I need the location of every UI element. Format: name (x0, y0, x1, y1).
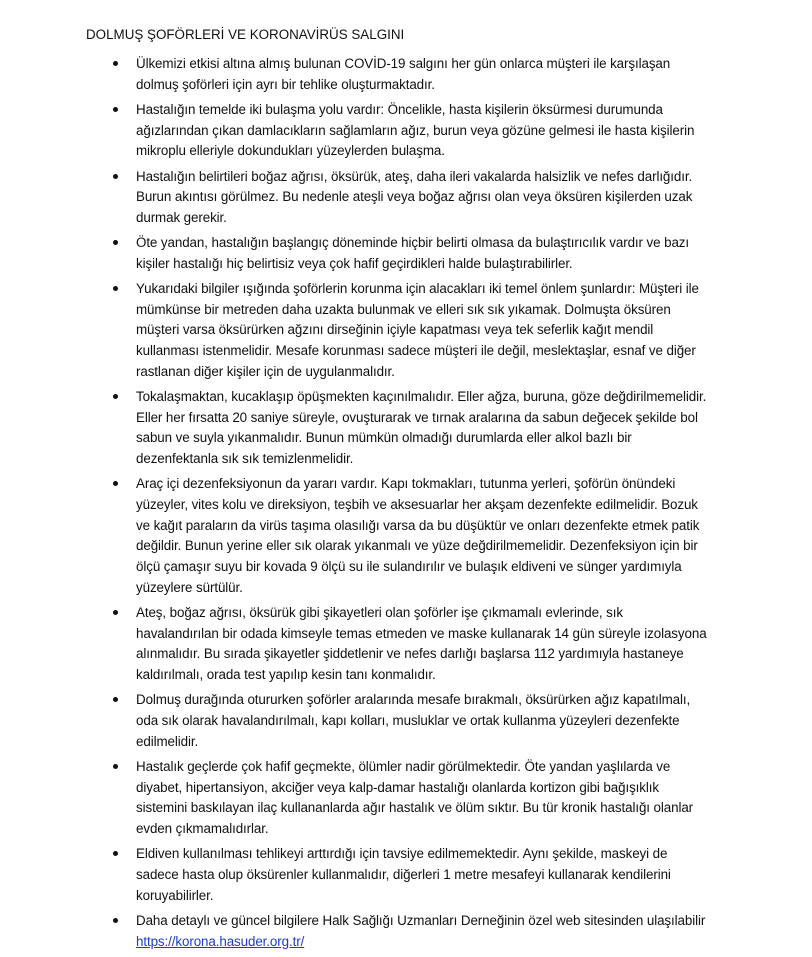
bullet-text: Tokalaşmaktan, kucaklaşıp öpüşmekten kaçınılmalıdır. Eller ağza, buruna, göze değdirilmemelidir. Eller her fırsatta 20 saniye süreyle, ovuşturarak ve tırnak aralarına da sabun değecek şekilde bol sabun ve suyla yıkanmalıdır. Bunun mümkün olmadığı durumlarda eller alkol bazlı bir dezenfektanla sık sık temizlenmelidir. (136, 389, 707, 467)
list-item (0, 100, 812, 162)
bullet-list (0, 54, 812, 957)
bullet-text: Dolmuş durağında otururken şoförler aralarında mesafe bırakmalı, öksürürken ağız kapatılmalı, oda sık olarak havalandırılmalı, kapı kolları, musluklar ve ortak kullanma yüzeyleri dezenfekte edilmelidir. (136, 692, 691, 749)
list-item (0, 54, 812, 95)
bullet-text-with-link (136, 911, 708, 952)
bullet-text: Yukarıdaki bilgiler ışığında şoförlerin korunma için alacakları iki temel önlem şunlardır: Müşteri ile mümkünse bir metreden daha uzakta bulunmak ve elleri sık sık yıkamak. Dolmuşta öksüren müşteri varsa öksürürken ağzını dirseğinin içiyle kapatması veya tek seferlik kağıt mendil kullanması istenmelidir. Mesafe korunması sadece müşteri ile değil, meslektaşlar, esnaf ve diğer rastlanan diğer kişiler için de uygulanmalıdır. (136, 281, 699, 379)
bullet-text: Ateş, boğaz ağrısı, öksürük gibi şikayetleri olan şoförler işe çıkmamalı evlerinde, sık havalandırılan bir odada kimseyle temas etmeden ve maske kullanarak 14 gün süreyle izolasyona alınmalıdır. Bu sırada şikayetler şiddetlenir ve nefes darlığı başlarsa 112 yardımıyla hastaneye kaldırılmalı, orada test yapılıp kesin tanı konmalıdır. (136, 605, 707, 683)
list-item (0, 279, 812, 383)
list-item (0, 911, 812, 952)
bullet-icon (113, 697, 118, 702)
bullet-text: Ülkemizi etkisi altına almış bulunan COVİD-19 salgını her gün onlarca müşteri ile karşılaşan dolmuş şoförleri için ayrı bir tehlike oluşturmaktadır. (136, 56, 671, 92)
bullet-text: Hastalığın temelde iki bulaşma yolu vardır: Öncelikle, hasta kişilerin öksürmesi durumunda ağızlarından çıkan damlacıkların sağlamların ağız, burun veya gözüne gelmesi ile hasta kişilerin mikroplu elleriyle dokundukları yüzeylerden bulaşma. (136, 101, 695, 159)
bullet-text: Araç içi dezenfeksiyonun da yararı vardır. Kapı tokmakları, tutunma yerleri, şoförün önündeki yüzeyler, vites kolu ve direksiyon, teşbih ve aksesuarlar her akşam dezenfekte edilmelidir. Bozuk ve kağıt paraların da virüs taşıma olasılığı varsa da bu düşüktür ve onları dezenfekte etmek patik değildir. Bunun yerine eller sık olarak yıkanmalı ve yüze değdirilmemelidir. Dezenfeksiyon için bir ölçü çamaşır suyu bir kovada 9 ölçü su ile sulandırılır ve bulaşık eldiveni ve sünger yardımıyla yüzeylere sürtülür. (136, 476, 700, 595)
bullet-icon (113, 481, 118, 486)
bullet-icon (113, 240, 118, 245)
bullet-icon (113, 107, 118, 112)
bullet-icon (113, 764, 118, 769)
bullet-text: Öte yandan, hastalığın başlangıç döneminde hiçbir belirti olmasa da bulaştırıcılık vardır ve bazı kişiler hastalığı hiç belirtisiz veya çok hafif geçirdikleri halde bulaştırabilirler. (136, 235, 690, 271)
list-item (0, 603, 812, 686)
bullet-text: Eldiven kullanılması tehlikeyi arttırdığı için tavsiye edilmemektedir. Aynı şekilde, maskeyi de sadece hasta olup öksürenler kullanmalıdır, diğerleri 1 metre mesafeyi kullanarak kendilerini koruyabilirler. (136, 846, 671, 903)
list-item (0, 844, 812, 906)
list-item (0, 757, 812, 840)
bullet-icon (113, 174, 118, 179)
bullet-icon (113, 918, 118, 923)
bullet-icon (113, 286, 118, 291)
list-item (0, 233, 812, 274)
bullet-icon (113, 61, 118, 66)
last-bullet-text: Daha detaylı ve güncel bilgilere Halk Sağlığı Uzmanları Derneğinin özel web sitesinden ulaşılabilir (136, 912, 706, 928)
bullet-icon (113, 394, 118, 399)
list-item (0, 167, 812, 229)
list-item (0, 474, 812, 598)
bullet-icon (113, 610, 118, 615)
hasuder-link[interactable]: https://korona.hasuder.org.tr/ (136, 933, 305, 949)
list-item (0, 387, 812, 470)
list-item (0, 690, 812, 752)
bullet-text: Hastalık geçlerde çok hafif geçmekte, ölümler nadir görülmektedir. Öte yandan yaşlılarda ve diyabet, hipertansiyon, akciğer veya kalp-damar hastalığı olanlarda kortizon gibi bağışıklık sistemini baskılayan ilaç kullananlarda ağır hastalık ve ölüm sıktır. Bu tür kronik hastalığı olanlar evden çıkmamalıdırlar. (136, 759, 694, 837)
bullet-icon (113, 851, 118, 856)
bullet-text: Hastalığın belirtileri boğaz ağrısı, öksürük, ateş, daha ileri vakalarda halsizlik ve nefes darlığıdır. Burun akıntısı görülmez. Bu nedenle ateşli veya boğaz ağrısı olan veya öksüren kişilerden uzak durmak gerekir. (136, 168, 693, 225)
document-title: DOLMUŞ ŞOFÖRLERİ VE KORONAVİRÜS SALGINI (86, 27, 405, 42)
